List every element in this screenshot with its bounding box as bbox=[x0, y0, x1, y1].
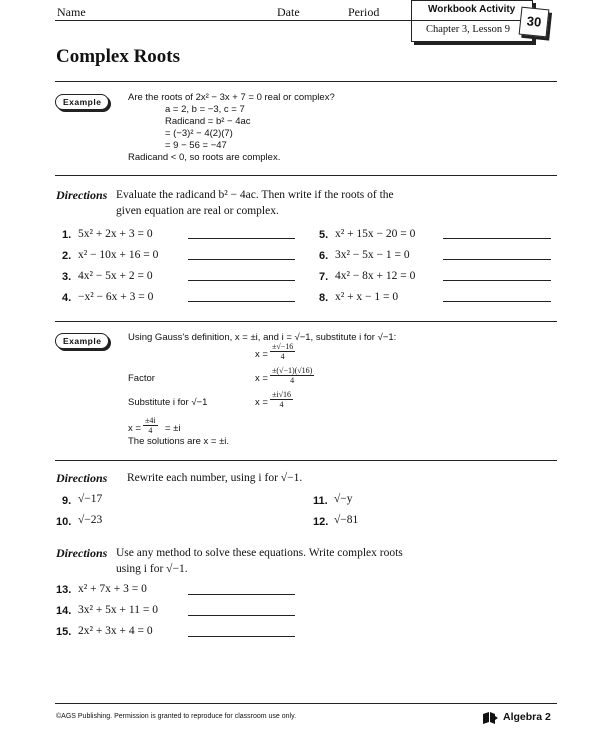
example2-row2-lhs: x = bbox=[255, 373, 268, 384]
example1-line-6: Radicand < 0, so roots are complex. bbox=[128, 152, 281, 163]
section-rule-1 bbox=[55, 175, 557, 176]
fraction-numerator: ±√−16 bbox=[272, 342, 294, 351]
chapter-label: Chapter 3, Lesson 9 bbox=[426, 24, 510, 35]
fraction-denominator: 4 bbox=[148, 426, 153, 435]
question-equation: x² + x − 1 = 0 bbox=[335, 291, 399, 303]
answer-blank-15[interactable] bbox=[188, 636, 295, 637]
fraction-numerator: ±i√16 bbox=[272, 390, 292, 399]
question-equation: 4x² − 8x + 12 = 0 bbox=[335, 270, 416, 282]
answer-blank-1[interactable] bbox=[188, 238, 295, 239]
question-number: 2. bbox=[62, 250, 72, 262]
directions-label-3: Directions bbox=[56, 546, 108, 560]
question-number: 9. bbox=[62, 495, 72, 507]
example1-line-1: Are the roots of 2x² − 3x + 7 = 0 real or complex? bbox=[128, 92, 335, 103]
directions-text-2: Rewrite each number, using i for √−1. bbox=[127, 472, 303, 484]
question-number: 3. bbox=[62, 271, 72, 283]
question-number: 4. bbox=[62, 292, 72, 304]
question-number: 11. bbox=[313, 495, 328, 507]
example2-row3-lhs: x = bbox=[255, 397, 268, 408]
workbook-activity-box bbox=[411, 0, 533, 42]
question-equation: 2x² + 3x + 4 = 0 bbox=[78, 625, 153, 637]
section-rule-3 bbox=[55, 460, 557, 461]
question-equation: x² + 15x − 20 = 0 bbox=[335, 228, 416, 240]
question-number: 12. bbox=[313, 516, 329, 528]
answer-blank-7[interactable] bbox=[443, 280, 551, 281]
answer-blank-8[interactable] bbox=[443, 301, 551, 302]
fraction-denominator: 4 bbox=[280, 352, 285, 361]
directions-label-1: Directions bbox=[56, 188, 108, 202]
fraction-denominator: 4 bbox=[290, 376, 295, 385]
book-title: Algebra 2 bbox=[503, 711, 551, 723]
question-number: 8. bbox=[319, 292, 329, 304]
page-title: Complex Roots bbox=[56, 46, 181, 67]
question-number: 5. bbox=[319, 229, 329, 241]
question-equation: 4x² − 5x + 2 = 0 bbox=[78, 270, 153, 282]
question-radical: √−17 bbox=[78, 493, 103, 505]
directions-text-1a: Evaluate the radicand b² − 4ac. Then write if the roots of the bbox=[116, 189, 394, 201]
answer-blank-6[interactable] bbox=[443, 259, 551, 260]
answer-blank-4[interactable] bbox=[188, 301, 295, 302]
period-label: Period bbox=[348, 5, 380, 19]
question-number: 1. bbox=[62, 229, 72, 241]
example2-solutions: The solutions are x = ±i. bbox=[128, 436, 230, 447]
question-number: 10. bbox=[56, 516, 72, 528]
title-rule bbox=[55, 81, 557, 82]
example1-line-4: = (−3)² − 4(2)(7) bbox=[165, 128, 233, 139]
question-number: 14. bbox=[56, 605, 72, 617]
date-label: Date bbox=[277, 5, 300, 19]
directions-text-3b: using i for √−1. bbox=[116, 563, 188, 575]
box-divider bbox=[412, 20, 532, 21]
footer-rule bbox=[55, 703, 557, 704]
substitute-label: Substitute i for √−1 bbox=[128, 397, 208, 408]
example2-row4-lhs: x = bbox=[128, 423, 141, 434]
question-equation: 3x² − 5x − 1 = 0 bbox=[335, 249, 410, 261]
example-badge-1: Example bbox=[55, 94, 109, 110]
example-badge-2: Example bbox=[55, 333, 109, 349]
book-icon bbox=[482, 711, 498, 723]
activity-number-badge: 30 bbox=[519, 7, 550, 38]
question-number: 7. bbox=[319, 271, 329, 283]
example2-row3-fraction bbox=[270, 390, 293, 409]
copyright-text: ©AGS Publishing. Permission is granted to reproduce for classroom use only. bbox=[56, 713, 297, 720]
question-equation: x² − 10x + 16 = 0 bbox=[78, 249, 159, 261]
question-number: 13. bbox=[56, 584, 72, 596]
answer-blank-5[interactable] bbox=[443, 238, 551, 239]
answer-blank-3[interactable] bbox=[188, 280, 295, 281]
section-rule-2 bbox=[55, 321, 557, 322]
example2-row4-rhs: = ±i bbox=[165, 423, 181, 434]
factor-label: Factor bbox=[128, 373, 155, 384]
header-underline bbox=[55, 20, 411, 21]
example1-line-2: a = 2, b = −3, c = 7 bbox=[165, 104, 245, 115]
fraction-numerator: ±(√−1)(√16) bbox=[272, 366, 313, 375]
directions-label-2: Directions bbox=[56, 471, 108, 485]
example2-row1-fraction bbox=[270, 342, 295, 361]
answer-blank-2[interactable] bbox=[188, 259, 295, 260]
question-radical: √−23 bbox=[78, 514, 103, 526]
name-label: Name bbox=[57, 5, 86, 19]
answer-blank-13[interactable] bbox=[188, 594, 295, 595]
example1-line-3: Radicand = b² − 4ac bbox=[165, 116, 251, 127]
example1-line-5: = 9 − 56 = −47 bbox=[165, 140, 227, 151]
fraction-numerator: ±4i bbox=[145, 416, 156, 425]
example2-row1-lhs: x = bbox=[255, 349, 268, 360]
directions-text-1b: given equation are real or complex. bbox=[116, 205, 279, 217]
question-number: 6. bbox=[319, 250, 329, 262]
answer-blank-14[interactable] bbox=[188, 615, 295, 616]
fraction-denominator: 4 bbox=[279, 400, 284, 409]
question-equation: 3x² + 5x + 11 = 0 bbox=[78, 604, 158, 616]
activity-label: Workbook Activity bbox=[428, 4, 516, 15]
question-radical: √−81 bbox=[334, 514, 359, 526]
directions-text-3a: Use any method to solve these equations. Write complex roots bbox=[116, 547, 403, 559]
question-equation: x² + 7x + 3 = 0 bbox=[78, 583, 147, 595]
question-equation: −x² − 6x + 3 = 0 bbox=[78, 291, 154, 303]
question-number: 15. bbox=[56, 626, 72, 638]
question-radical: √−y bbox=[334, 493, 353, 505]
question-equation: 5x² + 2x + 3 = 0 bbox=[78, 228, 153, 240]
example2-intro: Using Gauss's definition, x = ±i, and i = √−1, substitute i for √−1: bbox=[128, 332, 397, 343]
example2-row4-fraction bbox=[143, 416, 158, 435]
example2-row2-fraction bbox=[270, 366, 314, 385]
